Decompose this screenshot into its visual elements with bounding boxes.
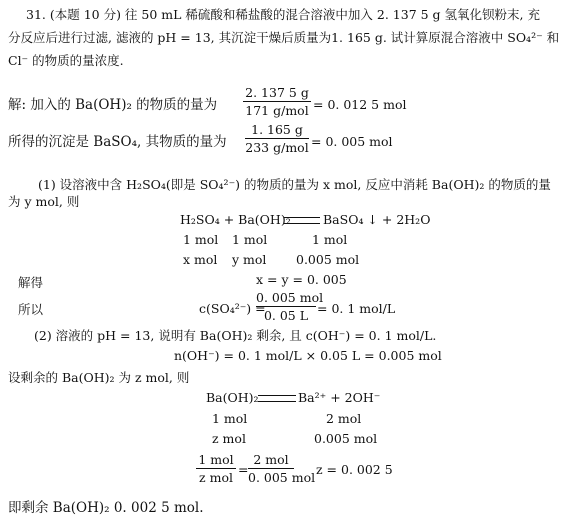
equation1-equals-sign bbox=[284, 217, 320, 224]
equation1-row3-baso4: 0.005 mol bbox=[296, 252, 360, 267]
equation2-equals-sign bbox=[258, 395, 296, 402]
equation1-row3-h2so4: x mol bbox=[183, 252, 218, 267]
solve-result: x = y = 0. 005 bbox=[256, 272, 347, 287]
fraction-numerator: 0. 005 mol bbox=[256, 290, 324, 305]
equation2-row2-oh: 2 mol bbox=[326, 411, 362, 426]
part2-line-2: n(OH⁻) = 0. 1 mol/L × 0.05 L = 0.005 mol bbox=[174, 348, 442, 363]
part2-line-1: (2) 溶液的 pH = 13, 说明有 Ba(OH)₂ 剩余, 且 c(OH⁻) = 0. 1 mol/L. bbox=[34, 328, 437, 343]
fraction-baso4-moles bbox=[245, 122, 309, 155]
fraction-bar bbox=[248, 468, 294, 469]
precipitate-label: 所得的沉淀是 BaSO₄, 其物质的量为 bbox=[8, 134, 227, 150]
equation1-row2-baoh2: 1 mol bbox=[232, 232, 268, 247]
equation1-products: BaSO₄ ↓ + 2H₂O bbox=[323, 212, 431, 227]
fraction-bar bbox=[196, 468, 236, 469]
equation1-row2-h2so4: 1 mol bbox=[183, 232, 219, 247]
sulfate-concentration-result: = 0. 1 mol/L bbox=[317, 301, 396, 316]
so-label: 所以 bbox=[18, 302, 44, 317]
equation1-reactants: H₂SO₄ + Ba(OH)₂ bbox=[180, 212, 291, 227]
fraction-denominator: z mol bbox=[199, 470, 233, 485]
fraction-denominator: 171 g/mol bbox=[245, 103, 309, 118]
fraction-numerator: 1 mol bbox=[198, 452, 234, 467]
fraction-numerator: 1. 165 g bbox=[251, 122, 303, 137]
sulfate-concentration-prefix: c(SO₄²⁻) = bbox=[199, 301, 266, 316]
fraction-ratio-right bbox=[248, 452, 316, 485]
fraction-numerator: 2. 137 5 g bbox=[245, 85, 309, 100]
part1-line-1: (1) 设溶液中含 H₂SO₄(即是 SO₄²⁻) 的物质的量为 x mol, 反应中消耗 Ba(OH)₂ 的物质的量 bbox=[38, 177, 551, 192]
problem-line-3: Cl⁻ 的物质的量浓度. bbox=[8, 53, 124, 68]
problem-line-2: 分反应后进行过滤, 滤液的 pH = 13, 其沉淀干燥后质量为1. 165 g. 试计算原混合溶液中 SO₄²⁻ 和 bbox=[8, 30, 560, 45]
final-answer: 即剩余 Ba(OH)₂ 0. 002 5 mol. bbox=[8, 500, 204, 516]
equation2-row2-baoh2: 1 mol bbox=[212, 411, 248, 426]
equation2-products: Ba²⁺ + 2OH⁻ bbox=[298, 390, 381, 405]
equation1-row2-baso4: 1 mol bbox=[312, 232, 348, 247]
equation1-row3-baoh2: y mol bbox=[232, 252, 267, 267]
fraction-bar bbox=[256, 306, 316, 307]
fraction-sulfate-concentration bbox=[256, 290, 324, 323]
part1-line-2: 为 y mol, 则 bbox=[8, 194, 80, 209]
baoh2-moles-result: = 0. 012 5 mol bbox=[313, 97, 407, 112]
baso4-moles-result: = 0. 005 mol bbox=[311, 134, 393, 149]
equation2-reactant: Ba(OH)₂ bbox=[206, 390, 259, 405]
equation2-row3-oh: 0.005 mol bbox=[314, 431, 378, 446]
solve-label: 解得 bbox=[18, 275, 44, 290]
solution-intro: 解: 加入的 Ba(OH)₂ 的物质的量为 bbox=[8, 97, 218, 113]
fraction-denominator: 0. 005 mol bbox=[248, 470, 316, 485]
fraction-ratio-left bbox=[196, 452, 236, 485]
fraction-bar bbox=[245, 138, 309, 139]
equation2-row3-baoh2: z mol bbox=[212, 431, 246, 446]
fraction-numerator: 2 mol bbox=[253, 452, 289, 467]
fraction-denominator: 0. 05 L bbox=[263, 308, 309, 323]
fraction-denominator: 233 g/mol bbox=[245, 140, 309, 155]
fraction-bar bbox=[243, 101, 311, 102]
fraction-baoh2-moles bbox=[243, 85, 311, 118]
problem-line-1: 31. (本题 10 分) 往 50 mL 稀硫酸和稀盐酸的混合溶液中加入 2. 137 5 g 氢氧化钡粉末, 充 bbox=[26, 7, 540, 22]
z-result: z = 0. 002 5 bbox=[316, 462, 393, 477]
ratio-equals: = bbox=[238, 462, 249, 477]
remaining-label: 设剩余的 Ba(OH)₂ 为 z mol, 则 bbox=[8, 370, 190, 385]
